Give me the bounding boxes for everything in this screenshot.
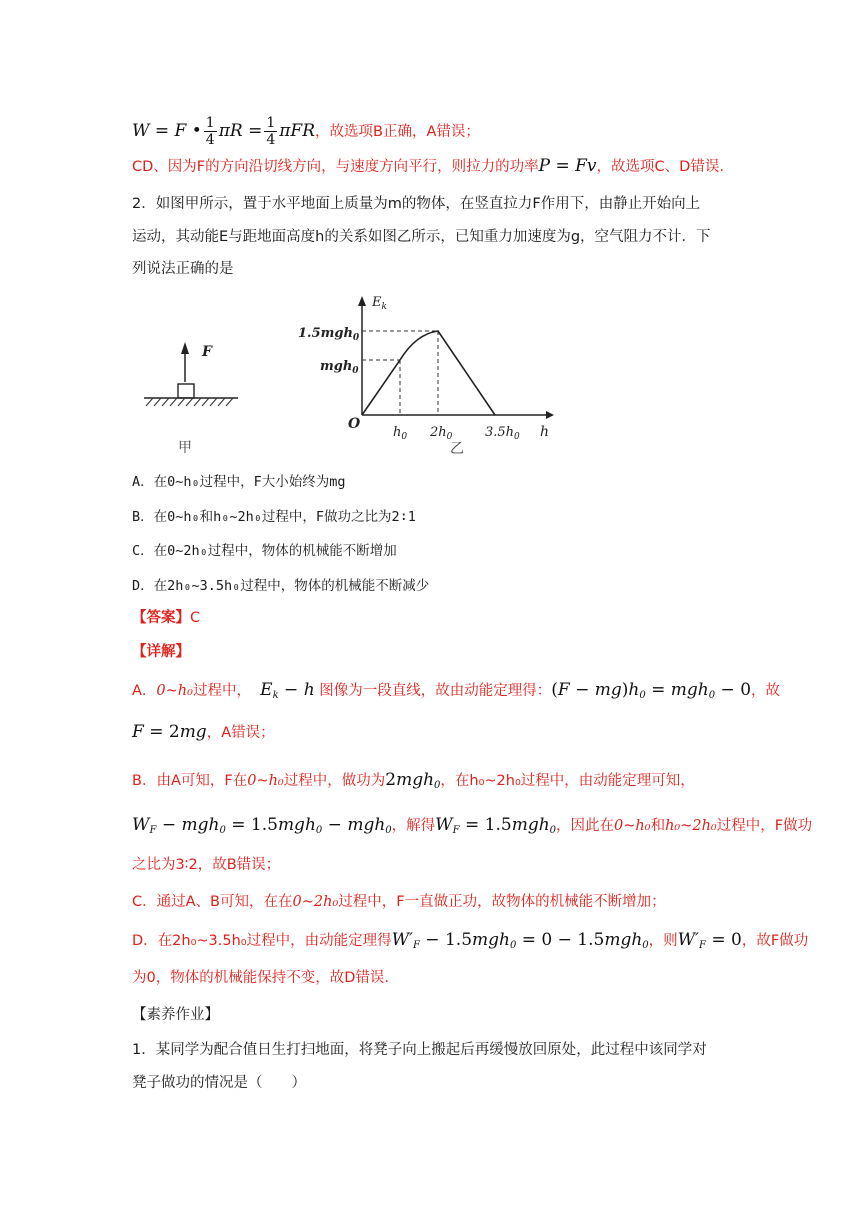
explain-text: 图像为一段直线，故由动能定理得：	[319, 683, 552, 699]
figure-jia	[140, 330, 250, 455]
explain-text: ，在h₀~2h₀过程中，由动能定理可知，	[440, 773, 695, 789]
explain-text: B．由A可知，F在	[132, 773, 248, 789]
option-c: C．在0~2h₀过程中，物体的机械能不断增加	[132, 543, 397, 559]
homework-label: 【素养作业】	[132, 1007, 219, 1023]
y-axis-label: $E_k$	[372, 295, 387, 312]
answer	[132, 608, 200, 628]
homework-1-line-1: 1．某同学为配合值日生打扫地面，将凳子向上搬起后再缓慢放回原处，此过程中该同学对	[132, 1042, 707, 1058]
explain-eq: 2mgh$_0$	[385, 770, 441, 791]
explain-text: ，故F做功	[741, 933, 809, 949]
solution-line-1	[132, 115, 480, 148]
origin-label: O	[348, 416, 361, 432]
explain-text: 过程中，做功为	[283, 773, 386, 789]
work-equation: W = F • $\frac{1}{4}$ πR = $\frac{1}{4}$ πFR	[132, 115, 316, 148]
ek-curve	[362, 331, 495, 415]
explain-range: 0~h₀	[156, 683, 193, 699]
ground-hatching	[146, 398, 233, 406]
explain-eq: $W_F = 1.5mgh_0$	[435, 815, 557, 836]
explain-text: 过程中，F一直做正功，故物体的机械能不断增加；	[338, 894, 666, 910]
explain-b-line-2	[132, 815, 812, 841]
explain-eq: $(F - mg)h_0 = mgh_0 - 0$	[551, 680, 752, 701]
explain-text: ，故	[751, 683, 781, 699]
explain-a-line-2	[132, 722, 275, 743]
explain-text: C．通过A、B可知，在在	[132, 894, 293, 910]
explain-d-line-2: 为0，物体的机械能保持不变，故D错误.	[132, 970, 389, 986]
figure-yi-caption: 乙	[450, 441, 464, 457]
solution-text: ，故选项B正确，A错误；	[315, 124, 480, 140]
explain-d-line-1	[132, 930, 808, 956]
figure-yi-chart	[290, 290, 560, 460]
explain-range: 0~2h₀	[292, 894, 339, 910]
explain-eq: $W_F - mgh_0 = 1.5mgh_0 - mgh_0$	[132, 815, 392, 836]
explain-eq: $W'_F - 1.5mgh_0 = 0 - 1.5mgh_0$	[391, 930, 649, 951]
explain-range: 0~h₀	[247, 773, 284, 789]
explain-text: A．	[132, 683, 157, 699]
explain-text: ，A错误；	[206, 725, 275, 741]
explain-range: h₀~2h₀	[665, 818, 717, 834]
explain-text: ，则	[648, 933, 678, 949]
force-arrow-head	[181, 342, 189, 354]
x-tick-2h0: $2h_0$	[430, 425, 453, 442]
x-axis-arrow	[546, 411, 554, 419]
explain-text: 过程中，F做功	[716, 818, 813, 834]
explain-range: 0~h₀	[614, 818, 651, 834]
solution-text: ，故选项C、D错误.	[596, 159, 724, 175]
question-2-line-3: 列说法正确的是	[132, 261, 234, 277]
explain-eq: $E_k - h$	[260, 680, 315, 701]
explain-c-line-1	[132, 892, 666, 912]
homework-1-line-2: 凳子做功的情况是（ ）	[132, 1075, 306, 1091]
explain-text: D．在2h₀~3.5h₀过程中，由动能定理得	[132, 933, 392, 949]
option-a: A．在0~h₀过程中，F大小始终为mg	[132, 474, 346, 490]
solution-text: CD、因为F的方向沿切线方向，与速度方向平行，则拉力的功率	[132, 159, 539, 175]
question-2-line-2: 运动，其动能E与距地面高度h的关系如图乙所示，已知重力加速度为g，空气阻力不计．下	[132, 229, 711, 245]
force-label: F	[202, 344, 212, 360]
solution-line-2	[132, 156, 724, 177]
answer-label: 【答案】	[132, 610, 190, 626]
answer-value: C	[190, 610, 201, 626]
option-d: D．在2h₀~3.5h₀过程中，物体的机械能不断减少	[132, 578, 430, 594]
y-axis-arrow	[358, 296, 366, 306]
explain-text: 过程中，	[192, 683, 251, 699]
detail-label: 【详解】	[132, 644, 190, 660]
explain-b-line-3: 之比为3∶2，故B错误；	[132, 857, 281, 873]
figure-jia-caption: 甲	[178, 440, 192, 455]
explain-text: ，解得	[391, 818, 436, 834]
y-tick-mgh0: mgh$_0$	[320, 359, 359, 376]
block	[178, 384, 194, 398]
explain-b-line-1	[132, 770, 695, 796]
question-2-line-1: 2．如图甲所示，置于水平地面上质量为m的物体，在竖直拉力F作用下，由静止开始向上	[132, 196, 701, 212]
explain-a-line-1	[132, 680, 780, 706]
explain-text: 和	[650, 818, 666, 834]
y-tick-1.5mgh0: 1.5mgh$_0$	[298, 326, 360, 343]
x-tick-h0: $h_0$	[393, 425, 408, 442]
explain-eq: F = 2mg	[132, 722, 207, 742]
option-b: B．在0~h₀和h₀~2h₀过程中，F做功之比为2∶1	[132, 509, 416, 525]
explain-text: ，因此在	[556, 818, 615, 834]
x-tick-3.5h0: $3.5h_0$	[485, 425, 520, 442]
power-equation: P = Fv	[538, 156, 597, 176]
explain-eq: $W'_F = 0$	[677, 930, 742, 951]
x-axis-label: h	[540, 424, 550, 440]
